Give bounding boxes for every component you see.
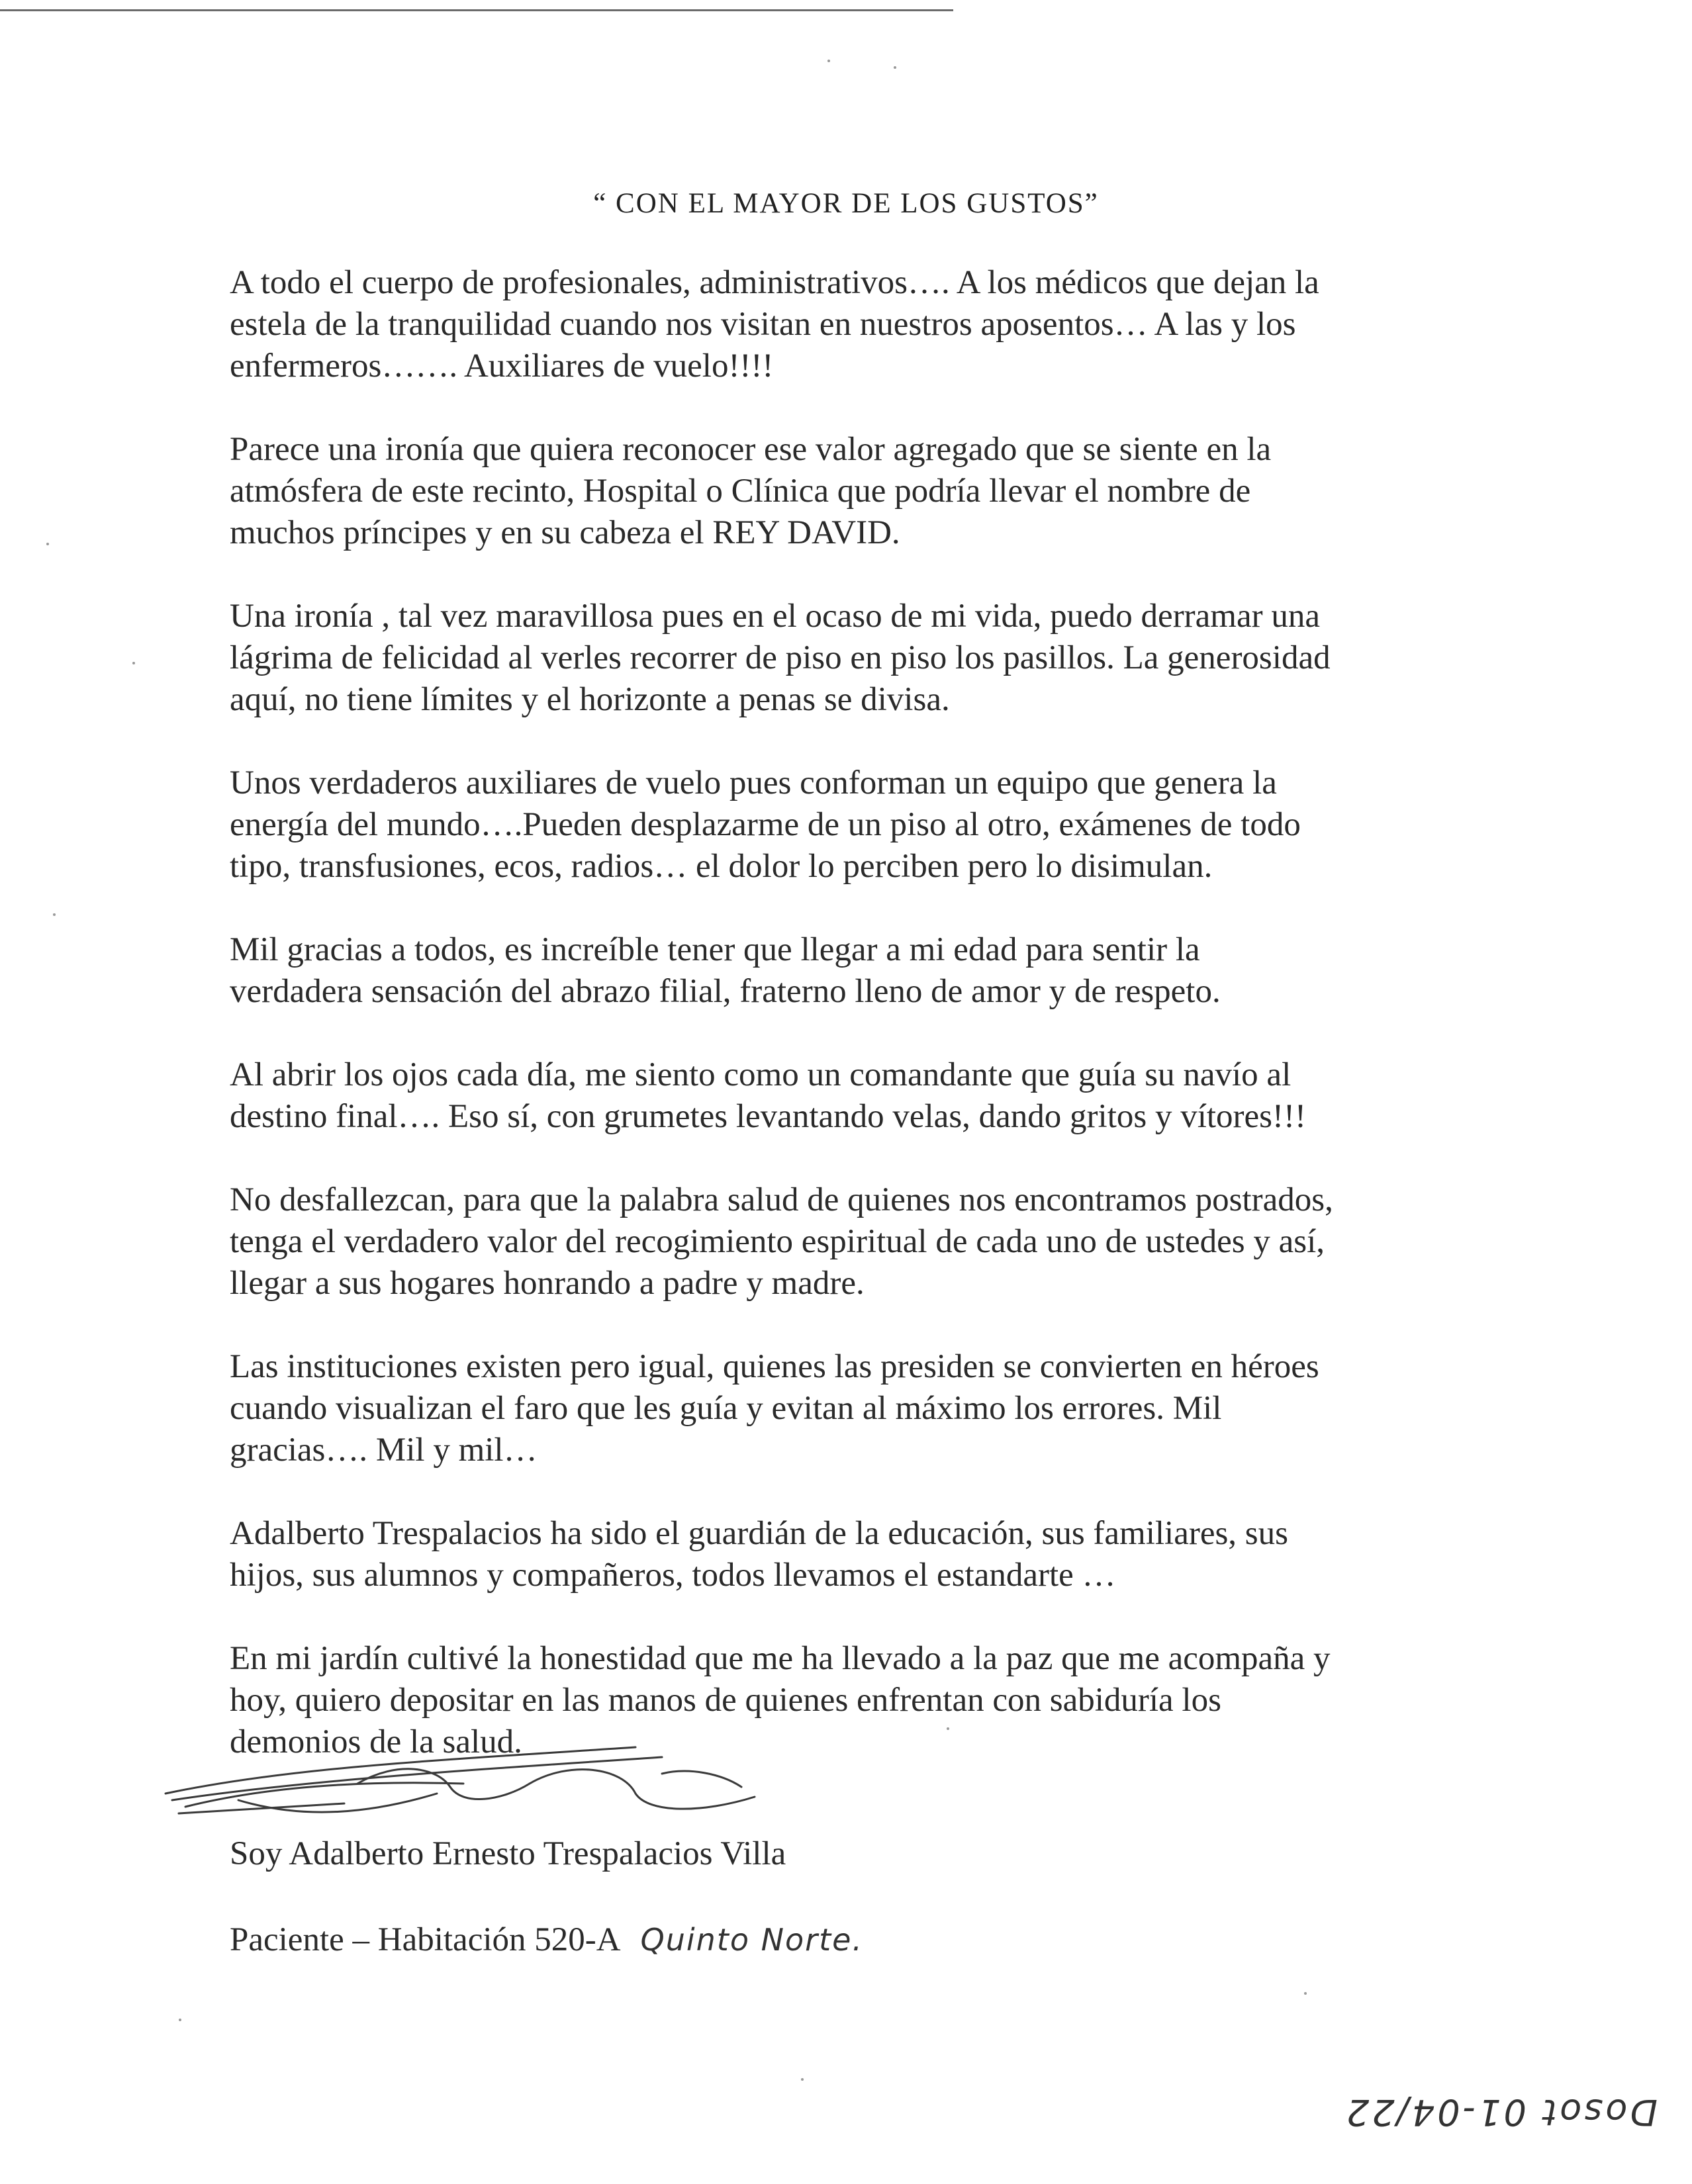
letter-paragraph: [230, 429, 1514, 554]
paragraph-line: tipo, transfusiones, ecos, radios… el dolor lo perciben pero lo disimulan.: [230, 848, 1213, 885]
paragraph-line: gracias…. Mil y mil…: [230, 1432, 538, 1469]
letter-paragraph: [230, 762, 1514, 887]
letter-paragraph: [230, 596, 1514, 721]
paragraph-line: Parece una ironía que quiera reconocer ese valor agregado que se siente en la: [230, 431, 1272, 468]
paragraph-line: Mil gracias a todos, es increíble tener que llegar a mi edad para sentir la: [230, 931, 1200, 968]
paragraph-line: No desfallezcan, para que la palabra salud de quienes nos encontramos postrados,: [230, 1181, 1333, 1218]
scan-speck: [46, 543, 49, 545]
paragraph-line: demonios de la salud.: [230, 1723, 522, 1760]
paragraph-line: tenga el verdadero valor del recogimiento espiritual de cada uno de ustedes y así,: [230, 1223, 1325, 1260]
scan-speck: [801, 2078, 804, 2081]
scan-speck: [53, 913, 56, 916]
letter-paragraph: [230, 1513, 1514, 1596]
paragraph-line: aquí, no tiene límites y el horizonte a penas se divisa.: [230, 681, 950, 718]
letter-paragraph: [230, 1346, 1514, 1471]
letter-paragraph: [230, 262, 1514, 387]
paragraph-line: Adalberto Trespalacios ha sido el guardián de la educación, sus familiares, sus: [230, 1515, 1289, 1552]
paragraph-line: Unos verdaderos auxiliares de vuelo pues conforman un equipo que genera la: [230, 764, 1277, 801]
paragraph-line: cuando visualizan el faro que les guía y evitan al máximo los errores. Mil: [230, 1390, 1222, 1427]
paragraph-line: llegar a sus hogares honrando a padre y madre.: [230, 1265, 865, 1302]
paragraph-line: verdadera sensación del abrazo filial, fraterno lleno de amor y de respeto.: [230, 973, 1221, 1010]
scan-speck: [827, 60, 830, 62]
paragraph-line: Al abrir los ojos cada día, me siento como un comandante que guía su navío al: [230, 1056, 1292, 1093]
paragraph-line: energía del mundo….Pueden desplazarme de un piso al otro, exámenes de todo: [230, 806, 1301, 843]
paragraph-line: hoy, quiero depositar en las manos de quienes enfrentan con sabiduría los: [230, 1682, 1221, 1719]
paragraph-line: atmósfera de este recinto, Hospital o Clínica que podría llevar el nombre de: [230, 473, 1251, 510]
letter-body: [230, 262, 1514, 1805]
paragraph-line: enfermeros……. Auxiliares de vuelo!!!!: [230, 347, 774, 385]
letter-paragraph: [230, 929, 1514, 1013]
paragraph-line: En mi jardín cultivé la honestidad que me ha llevado a la paz que me acompaña y: [230, 1640, 1331, 1677]
paragraph-line: Las instituciones existen pero igual, quienes las presiden se convierten en héroes: [230, 1348, 1319, 1385]
document-title: “ CON EL MAYOR DE LOS GUSTOS”: [593, 188, 1099, 219]
scan-speck: [1304, 1992, 1307, 1995]
signature-icon: [159, 1721, 847, 1840]
paragraph-line: lágrima de felicidad al verles recorrer de piso en piso los pasillos. La generosidad: [230, 639, 1331, 676]
letter-paragraph: [230, 1179, 1514, 1304]
scan-speck: [894, 66, 896, 69]
scan-speck: [947, 1727, 949, 1730]
signer-name: Soy Adalberto Ernesto Trespalacios Villa: [230, 1835, 786, 1872]
paragraph-line: muchos príncipes y en su cabeza el REY DAVID.: [230, 514, 900, 551]
stamp-code: Dosot 01-04/22: [1344, 2091, 1658, 2133]
paragraph-line: A todo el cuerpo de profesionales, administrativos…. A los médicos que dejan la: [230, 264, 1319, 301]
letter-paragraph: [230, 1054, 1514, 1138]
scan-speck: [132, 662, 135, 664]
room-label: Paciente – Habitación 520-A: [230, 1921, 619, 1958]
paragraph-line: destino final…. Eso sí, con grumetes levantando velas, dando gritos y vítores!!!: [230, 1098, 1306, 1135]
scan-top-rule: [0, 9, 953, 11]
room-handwritten-note: Quinto Norte.: [640, 1922, 864, 1958]
scan-speck: [179, 2019, 181, 2021]
paragraph-line: hijos, sus alumnos y compañeros, todos llevamos el estandarte …: [230, 1557, 1116, 1594]
paragraph-line: Una ironía , tal vez maravillosa pues en el ocaso de mi vida, puedo derramar una: [230, 598, 1320, 635]
room-line: [230, 1919, 863, 1961]
paragraph-line: estela de la tranquilidad cuando nos visitan en nuestros aposentos… A las y los: [230, 306, 1296, 343]
